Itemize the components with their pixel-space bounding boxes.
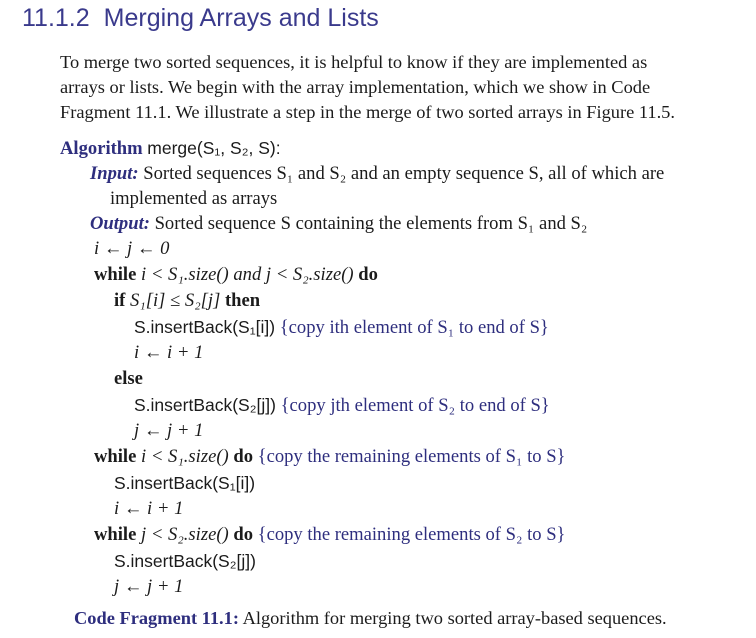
code-line xyxy=(114,497,183,521)
code-comment: {copy the remaining elements of S₁ to S} xyxy=(253,446,566,467)
code-keyword: if xyxy=(114,290,126,311)
code-line xyxy=(134,419,203,443)
code-keyword: then xyxy=(224,290,261,311)
code-line xyxy=(134,393,550,418)
code-text: i < S₁.size() xyxy=(136,446,234,467)
code-line xyxy=(134,315,549,340)
output-text: Sorted sequence S containing the elements from S₁ and S₂ xyxy=(154,213,588,234)
code-line xyxy=(114,549,256,574)
code-text: j ← j + 1 xyxy=(114,576,184,597)
code-text: S.insertBack(S₁[i]) xyxy=(114,473,256,493)
code-text: S₁[i] ≤ S₂[j] xyxy=(125,290,225,311)
code-comment: {copy jth element of S₂ to end of S} xyxy=(275,395,550,416)
input-label: Input: xyxy=(90,163,139,184)
code-keyword: while xyxy=(94,524,137,545)
input-text: Sorted sequences S₁ and S₂ and an empty sequence S, all of which are xyxy=(143,163,665,184)
code-keyword: do xyxy=(233,524,253,545)
code-line xyxy=(114,367,143,391)
input-spec xyxy=(90,162,664,186)
code-text: i < S₁.size() and j < S₂.size() xyxy=(136,264,359,285)
code-keyword: else xyxy=(114,368,143,389)
algorithm-header xyxy=(60,136,281,161)
caption-label: Code Fragment 11.1: xyxy=(74,608,239,628)
code-text: i ← i + 1 xyxy=(134,342,204,363)
section-heading xyxy=(22,4,379,33)
section-title: Merging Arrays and Lists xyxy=(103,4,379,32)
code-text: j < S₂.size() xyxy=(136,524,234,545)
intro-line: arrays or lists. We begin with the array implementation, which we show in Code xyxy=(60,77,651,97)
code-line xyxy=(94,445,565,469)
output-spec xyxy=(90,212,587,236)
code-line xyxy=(114,471,255,496)
code-line xyxy=(114,575,183,599)
code-line xyxy=(114,289,260,313)
code-line xyxy=(94,263,378,287)
intro-line: Fragment 11.1. We illustrate a step in the merge of two sorted arrays in Figure 11.5. xyxy=(60,102,675,122)
code-text: i ← j ← 0 xyxy=(94,238,170,259)
output-label: Output: xyxy=(90,213,150,234)
section-number: 11.1.2 xyxy=(22,4,90,32)
code-comment: {copy the remaining elements of S₂ to S} xyxy=(253,524,566,545)
algorithm-keyword: Algorithm xyxy=(60,138,143,159)
code-keyword: while xyxy=(94,264,137,285)
code-text: j ← j + 1 xyxy=(134,420,204,441)
algorithm-signature: merge(S₁, S₂, S): xyxy=(147,138,281,158)
intro-paragraph xyxy=(60,50,740,125)
code-line xyxy=(94,523,565,547)
code-text: S.insertBack(S₂[j]) xyxy=(114,551,256,571)
code-line xyxy=(94,237,169,261)
code-comment: {copy ith element of S₁ to end of S} xyxy=(275,317,549,338)
input-spec-continued xyxy=(110,187,277,211)
code-line xyxy=(134,341,203,365)
input-text-continued: implemented as arrays xyxy=(110,188,278,209)
code-text: i ← i + 1 xyxy=(114,498,184,519)
code-text: S.insertBack(S₁[i]) xyxy=(134,317,276,337)
code-text: S.insertBack(S₂[j]) xyxy=(134,395,276,415)
code-keyword: while xyxy=(94,446,137,467)
code-keyword: do xyxy=(233,446,253,467)
code-keyword: do xyxy=(358,264,378,285)
intro-line: To merge two sorted sequences, it is helpful to know if they are implemented as xyxy=(60,52,648,72)
caption-text: Algorithm for merging two sorted array-based sequences. xyxy=(238,608,667,628)
code-fragment-caption xyxy=(74,608,667,629)
